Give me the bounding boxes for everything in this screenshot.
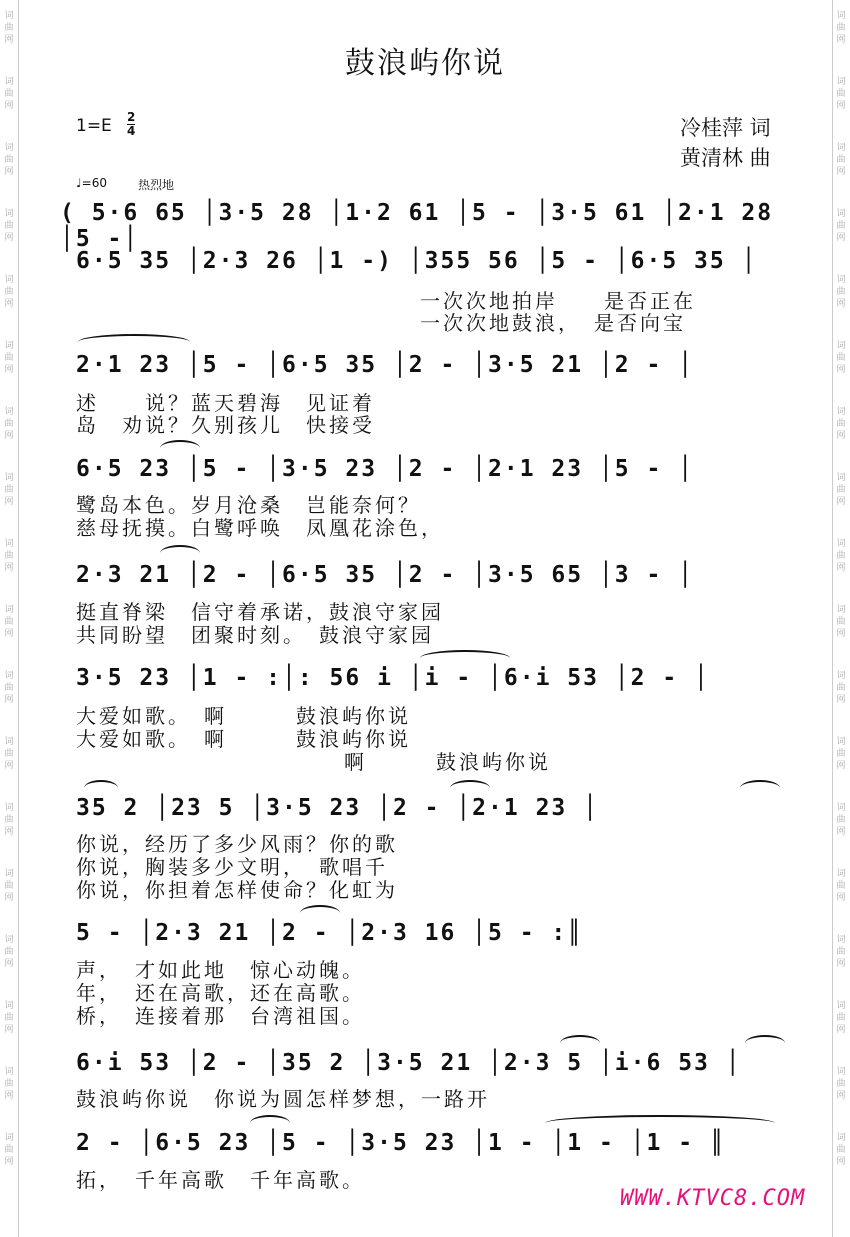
lyric-line: 共同盼望 团聚时刻。 鼓浪守家园: [76, 623, 434, 647]
time-signature-top: 2: [127, 110, 136, 124]
slur: [450, 780, 490, 796]
lyric-line: 年， 还在高歌，还在高歌。: [76, 981, 365, 1005]
composer-credit: 黄清林 曲: [680, 146, 771, 170]
score-row: 35 2 │23 5 │3·5 23 │2 - │2·1 23 │: [76, 795, 599, 821]
expression-marking: 热烈地: [138, 178, 175, 192]
left-border: [18, 0, 19, 1237]
lyric-line: 鹭岛本色。岁月沧桑 岂能奈何？: [76, 493, 421, 517]
score-row: 2 - │6·5 23 │5 - │3·5 23 │1 - │1 - │1 - ║: [76, 1130, 726, 1156]
slur: [84, 780, 118, 796]
lyric-line: 大爱如歌。 啊 鼓浪屿你说: [76, 727, 411, 751]
lyric-line: 岛 劝说？久别孩儿 快接受: [76, 413, 375, 437]
lyric-line: 一次次地鼓浪， 是否向宝: [420, 311, 686, 335]
right-border: [832, 0, 833, 1237]
tie: [420, 650, 510, 666]
slur: [250, 1115, 290, 1131]
score-row: 2·3 21 │2 - │6·5 35 │2 - │3·5 65 │3 - │: [76, 562, 695, 588]
slur: [745, 1035, 785, 1051]
lyric-line: 声， 才如此地 惊心动魄。: [76, 958, 365, 982]
score-row: 2·1 23 │5 - │6·5 35 │2 - │3·5 21 │2 - │: [76, 352, 695, 378]
slur: [160, 545, 200, 561]
lyric-line: 啊 鼓浪屿你说: [344, 750, 551, 774]
slur: [300, 905, 340, 921]
slur: [78, 334, 190, 350]
lyric-line: 述 说？蓝天碧海 见证着: [76, 391, 375, 415]
lyric-line: 一次次地拍岸 是否正在: [420, 289, 696, 313]
lyric-line: 大爱如歌。 啊 鼓浪屿你说: [76, 704, 411, 728]
lyric-line: 你说，经历了多少风雨？你的歌: [76, 832, 398, 856]
song-title: 鼓浪屿你说: [345, 46, 505, 81]
score-row: 3·5 23 │1 - :│: 56 i │i - │6·i 53 │2 - │: [76, 665, 710, 691]
time-signature: [127, 111, 135, 138]
score-row: 6·5 23 │5 - │3·5 23 │2 - │2·1 23 │5 - │: [76, 456, 695, 482]
key-signature: 1=E: [76, 116, 112, 136]
side-watermark-left: 词曲网 词曲网 词曲网 词曲网 词曲网 词曲网 词曲网 词曲网 词曲网 词曲网 词曲网 词曲网 词曲网 词曲网 词曲网 词曲网 词曲网 词曲网: [4, 11, 14, 1167]
lyric-line: 鼓浪屿你说 你说为圆怎样梦想，一路开: [76, 1087, 490, 1111]
slur: [160, 440, 200, 456]
score-row: 5 - │2·3 21 │2 - │2·3 16 │5 - :║: [76, 920, 584, 946]
tempo-marking: ♩=60: [76, 176, 107, 190]
tie: [545, 1115, 775, 1131]
slur: [560, 1035, 600, 1051]
score-row: 6·i 53 │2 - │35 2 │3·5 21 │2·3 5 │i·6 53 │: [76, 1050, 742, 1076]
side-watermark-right: 词曲网 词曲网 词曲网 词曲网 词曲网 词曲网 词曲网 词曲网 词曲网 词曲网 词曲网 词曲网 词曲网 词曲网 词曲网 词曲网 词曲网 词曲网: [836, 11, 846, 1167]
site-watermark: WWW.KTVC8.COM: [620, 1186, 806, 1211]
lyric-line: 慈母抚摸。白鹭呼唤 凤凰花涂色，: [76, 516, 444, 540]
score-row: 6·5 35 │2·3 26 │1 -) │355 56 │5 - │6·5 35 │: [76, 248, 758, 274]
lyric-line: 你说，胸装多少文明， 歌唱千: [76, 855, 388, 879]
time-signature-bottom: 4: [127, 124, 136, 138]
lyric-line: 挺直脊梁 信守着承诺，鼓浪守家园: [76, 600, 444, 624]
lyric-line: 你说，你担着怎样使命？化虹为: [76, 878, 398, 902]
lyricist-credit: 冷桂萍 词: [680, 116, 771, 140]
lyric-line: 拓， 千年高歌 千年高歌。: [76, 1168, 365, 1192]
score-row: ( 5·6 65 │3·5 28 │1·2 61 │5 - │3·5 61 │2·1 28 │5 -│: [60, 200, 774, 252]
slur: [740, 780, 780, 796]
lyric-line: 桥， 连接着那 台湾祖国。: [76, 1004, 365, 1028]
